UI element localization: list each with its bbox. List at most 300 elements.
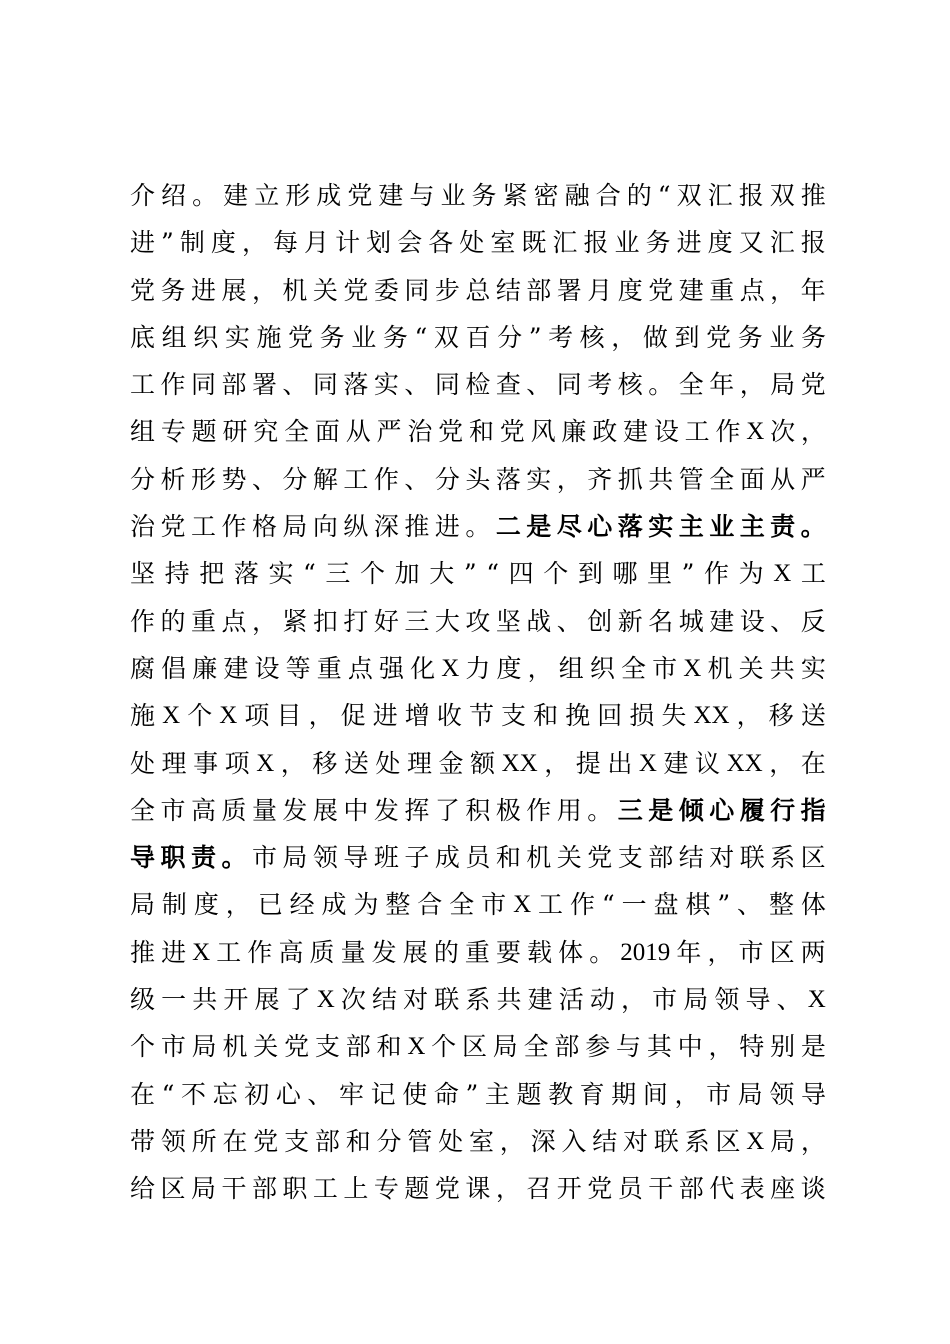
glyph: 四: [508, 559, 534, 589]
glyph: 。: [221, 843, 247, 873]
glyph: 核: [579, 322, 605, 352]
glyph: 、: [282, 370, 308, 400]
glyph: 市: [738, 937, 764, 967]
glyph: ，: [495, 1174, 521, 1204]
glyph: 分: [282, 464, 308, 494]
glyph: ，: [544, 748, 570, 778]
glyph: 紧: [282, 606, 308, 636]
glyph: 点: [739, 275, 765, 305]
glyph: 局: [130, 890, 156, 920]
glyph: 分: [497, 322, 523, 352]
glyph: 活: [558, 985, 584, 1015]
glyph: 关: [738, 653, 764, 683]
glyph: 工: [216, 937, 242, 967]
glyph: 关: [312, 275, 338, 305]
glyph: 务: [382, 322, 408, 352]
glyph: 、: [776, 985, 802, 1015]
glyph: 展: [254, 985, 280, 1015]
glyph: 度: [496, 653, 522, 683]
glyph: 部: [251, 1174, 277, 1204]
glyph: 区: [461, 1032, 487, 1062]
glyph: 在: [130, 1079, 156, 1109]
glyph: 党: [288, 322, 314, 352]
glyph: 组: [558, 653, 584, 683]
glyph: 面: [739, 464, 765, 494]
text-line: [130, 740, 826, 787]
glyph: 双: [769, 181, 795, 210]
glyph: 实: [224, 322, 250, 352]
glyph: 部: [314, 1126, 340, 1156]
glyph: 次: [770, 417, 796, 447]
glyph: 关: [253, 1032, 279, 1062]
glyph: 心: [587, 512, 613, 542]
glyph: 、: [404, 464, 430, 494]
glyph: 作: [569, 890, 595, 920]
text-line: [130, 408, 826, 455]
glyph: 特: [739, 1032, 765, 1062]
glyph: 解: [312, 464, 338, 494]
glyph: 部: [221, 370, 247, 400]
glyph: 务: [160, 275, 186, 305]
glyph: 会: [397, 228, 423, 258]
glyph: 展: [402, 937, 428, 967]
glyph: 机: [282, 275, 308, 305]
glyph: 局: [770, 370, 796, 400]
glyph: 发: [373, 795, 399, 825]
glyph: 建: [223, 653, 249, 683]
glyph: 议: [695, 748, 721, 778]
glyph: 推: [800, 181, 826, 210]
glyph: 党: [160, 512, 186, 542]
glyph: 在: [800, 748, 826, 778]
glyph: ”: [465, 1079, 479, 1109]
glyph: 理: [161, 748, 187, 778]
glyph: 共: [192, 985, 218, 1015]
glyph: 量: [251, 795, 277, 825]
glyph: 结: [372, 985, 398, 1015]
glyph: 导: [130, 843, 156, 873]
glyph: 实: [268, 559, 294, 589]
glyph: ，: [611, 322, 637, 352]
glyph: 务: [800, 322, 826, 352]
text-line: [130, 881, 826, 928]
glyph: 已: [257, 890, 283, 920]
glyph: 设: [739, 606, 765, 636]
glyph: 作: [247, 937, 273, 967]
glyph: 主: [484, 1079, 510, 1109]
glyph: 中: [343, 795, 369, 825]
glyph: X: [441, 654, 460, 682]
glyph: 区: [769, 937, 795, 967]
glyph: 同: [556, 370, 582, 400]
glyph: ”: [161, 228, 174, 258]
glyph: 实: [526, 464, 552, 494]
glyph: 全: [284, 417, 310, 447]
glyph: 专: [373, 1174, 399, 1204]
glyph: 动: [589, 985, 615, 1015]
glyph: 立: [254, 181, 280, 210]
glyph: 党: [800, 370, 826, 400]
glyph: 区: [715, 1126, 741, 1156]
glyph: 失: [661, 701, 687, 731]
glyph: 局: [282, 512, 308, 542]
glyph: XX: [693, 702, 730, 730]
glyph: 政: [592, 417, 618, 447]
glyph: 研: [222, 417, 248, 447]
glyph: 介: [130, 181, 156, 210]
glyph: 代: [709, 1174, 735, 1204]
glyph: 廉: [192, 653, 218, 683]
glyph: 建: [709, 606, 735, 636]
glyph: 市: [652, 653, 678, 683]
glyph: 挽: [565, 701, 591, 731]
glyph: 职: [282, 1174, 308, 1204]
glyph: 所: [191, 1126, 217, 1156]
glyph: 报: [800, 228, 826, 258]
glyph: 对: [623, 1126, 649, 1156]
glyph: 务: [471, 181, 497, 210]
glyph: 党: [343, 275, 369, 305]
glyph: 和: [345, 1126, 371, 1156]
glyph: XX: [726, 749, 763, 777]
glyph: “: [601, 890, 615, 920]
glyph: 局: [190, 1174, 216, 1204]
text-line: [130, 645, 826, 692]
glyph: 党: [130, 275, 156, 305]
glyph: 汇: [707, 181, 733, 210]
glyph: 项: [244, 701, 270, 731]
glyph: 建: [623, 417, 649, 447]
glyph: 大: [429, 559, 455, 589]
text-line: [130, 172, 826, 219]
glyph: 机: [707, 653, 733, 683]
glyph: 织: [589, 653, 615, 683]
glyph: 务: [645, 228, 671, 258]
glyph: 党: [648, 275, 674, 305]
glyph: 系: [465, 985, 491, 1015]
glyph: 共: [648, 464, 674, 494]
glyph: 联: [653, 1126, 679, 1156]
glyph: 报: [738, 181, 764, 210]
glyph: 工: [343, 464, 369, 494]
glyph: 扣: [312, 606, 338, 636]
glyph: 系: [770, 843, 796, 873]
glyph: 二: [495, 512, 521, 542]
glyph: 为: [353, 890, 379, 920]
glyph: 是: [526, 512, 552, 542]
glyph: 向: [312, 512, 338, 542]
glyph: 同: [190, 370, 216, 400]
glyph: 同: [434, 370, 460, 400]
glyph: 工: [190, 512, 216, 542]
glyph: X: [683, 654, 702, 682]
glyph: 育: [579, 1079, 605, 1109]
glyph: 加: [394, 559, 420, 589]
glyph: 区: [800, 843, 826, 873]
glyph: 进: [190, 275, 216, 305]
glyph: 落: [495, 464, 521, 494]
glyph: 治: [407, 417, 433, 447]
glyph: 质: [309, 937, 335, 967]
glyph: 重: [190, 606, 216, 636]
glyph: 党: [587, 843, 613, 873]
glyph: 汇: [552, 228, 578, 258]
glyph: 不: [180, 1079, 206, 1109]
glyph: 、: [770, 606, 796, 636]
text-line: [130, 1118, 826, 1165]
glyph: 工: [538, 890, 564, 920]
glyph: 支: [284, 1126, 310, 1156]
glyph: 年: [709, 370, 735, 400]
glyph: 同: [312, 370, 338, 400]
glyph: 局: [683, 985, 709, 1015]
glyph: 双: [433, 322, 459, 352]
glyph: 廉: [561, 417, 587, 447]
glyph: ，: [499, 1126, 525, 1156]
glyph: 工: [130, 370, 156, 400]
glyph: 腐: [130, 653, 156, 683]
glyph: 形: [285, 181, 311, 210]
glyph: 积: [465, 795, 491, 825]
glyph: 提: [575, 748, 601, 778]
glyph: 业: [709, 512, 735, 542]
glyph: 进: [434, 512, 460, 542]
glyph: 建: [527, 985, 553, 1015]
glyph: “: [657, 181, 671, 210]
glyph: 和: [495, 843, 521, 873]
glyph: 室: [490, 228, 516, 258]
glyph: 部: [345, 1032, 371, 1062]
glyph: 落: [233, 559, 259, 589]
glyph: 指: [800, 795, 826, 825]
glyph: 紧: [502, 181, 528, 210]
glyph: 重: [464, 937, 490, 967]
glyph: 党: [706, 322, 732, 352]
body-paragraph: [130, 172, 826, 1213]
glyph: 局: [770, 1126, 796, 1156]
glyph: 心: [275, 1079, 301, 1109]
glyph: 建: [223, 181, 249, 210]
glyph: 、: [737, 890, 763, 920]
glyph: 推: [130, 937, 156, 967]
glyph: 力: [465, 653, 491, 683]
glyph: ，: [225, 890, 251, 920]
text-line: [130, 503, 826, 550]
glyph: 与: [409, 181, 435, 210]
glyph: 全: [678, 370, 704, 400]
glyph: 对: [403, 985, 429, 1015]
glyph: 员: [465, 843, 491, 873]
glyph: 业: [440, 181, 466, 210]
text-line: [130, 314, 826, 361]
glyph: ”: [681, 559, 695, 589]
glyph: 重: [709, 275, 735, 305]
glyph: 处: [459, 228, 485, 258]
text-line: [130, 361, 826, 408]
glyph: ，: [769, 748, 795, 778]
glyph: 势: [221, 464, 247, 494]
glyph: 建: [378, 181, 404, 210]
glyph: 大: [434, 606, 460, 636]
glyph: 履: [739, 795, 765, 825]
glyph: 要: [495, 937, 521, 967]
glyph: 区: [160, 1174, 186, 1204]
glyph: 坚: [130, 559, 156, 589]
glyph: 座: [770, 1174, 796, 1204]
glyph: 上: [343, 1174, 369, 1204]
glyph: XX: [501, 749, 538, 777]
glyph: 处: [130, 748, 156, 778]
glyph: 工: [312, 1174, 338, 1204]
glyph: 到: [577, 559, 603, 589]
glyph: ，: [308, 701, 334, 731]
glyph: 实: [373, 370, 399, 400]
glyph: 主: [739, 512, 765, 542]
glyph: 间: [642, 1079, 668, 1109]
glyph: 检: [465, 370, 491, 400]
glyph: 中: [677, 1032, 703, 1062]
glyph: 局: [737, 1079, 763, 1109]
glyph: 期: [611, 1079, 637, 1109]
glyph: 作: [526, 795, 552, 825]
glyph: 节: [468, 701, 494, 731]
glyph: 题: [516, 1079, 542, 1109]
glyph: ，: [708, 1032, 734, 1062]
glyph: 部: [554, 1032, 580, 1062]
glyph: 课: [465, 1174, 491, 1204]
glyph: 业: [769, 322, 795, 352]
glyph: 业: [351, 322, 377, 352]
glyph: 题: [404, 1174, 430, 1204]
glyph: 深: [373, 512, 399, 542]
glyph: 倡: [161, 653, 187, 683]
glyph: 支: [501, 701, 527, 731]
glyph: 设: [254, 653, 280, 683]
glyph: 。: [800, 512, 826, 542]
text-line: [130, 219, 826, 266]
glyph: 年: [676, 937, 702, 967]
glyph: 结: [592, 1126, 618, 1156]
glyph: X: [746, 1127, 765, 1155]
glyph: 底: [130, 322, 156, 352]
glyph: 额: [470, 748, 496, 778]
glyph: 在: [222, 1126, 248, 1156]
glyph: 干: [648, 1174, 674, 1204]
glyph: 发: [282, 795, 308, 825]
glyph: 损: [629, 701, 655, 731]
glyph: “: [486, 559, 500, 589]
glyph: 严: [376, 417, 402, 447]
glyph: 局: [492, 1032, 518, 1062]
glyph: 组: [161, 322, 187, 352]
glyph: 三: [325, 559, 351, 589]
glyph: 化: [410, 653, 436, 683]
glyph: 施: [130, 701, 156, 731]
glyph: 严: [800, 464, 826, 494]
glyph: 机: [222, 1032, 248, 1062]
glyph: 作: [130, 606, 156, 636]
glyph: 进: [372, 701, 398, 731]
glyph: 成: [316, 181, 342, 210]
glyph: 了: [434, 795, 460, 825]
glyph: 署: [556, 275, 582, 305]
text-line: [130, 692, 826, 739]
glyph: 全: [523, 1032, 549, 1062]
glyph: 出: [607, 748, 633, 778]
glyph: 成: [434, 843, 460, 873]
glyph: 命: [433, 1079, 459, 1109]
glyph: 管: [407, 1126, 433, 1156]
glyph: 分: [130, 464, 156, 494]
glyph: 系: [684, 1126, 710, 1156]
glyph: 市: [160, 1032, 186, 1062]
glyph: 联: [739, 843, 765, 873]
glyph: 金: [438, 748, 464, 778]
glyph: 齐: [587, 464, 613, 494]
glyph: 导: [745, 985, 771, 1015]
glyph: 党: [253, 1126, 279, 1156]
glyph: 度: [193, 890, 219, 920]
glyph: 参: [585, 1032, 611, 1062]
glyph: 关: [556, 843, 582, 873]
glyph: 坚: [495, 606, 521, 636]
glyph: 。: [465, 512, 491, 542]
glyph: “: [303, 559, 316, 589]
glyph: 项: [224, 748, 250, 778]
glyph: 制: [161, 890, 187, 920]
glyph: 汇: [769, 228, 795, 258]
glyph: ”: [717, 890, 731, 920]
glyph: 绍: [161, 181, 187, 210]
glyph: 责: [770, 512, 796, 542]
glyph: X: [192, 938, 211, 966]
text-line: [130, 1023, 826, 1070]
glyph: 管: [678, 464, 704, 494]
glyph: 作: [373, 464, 399, 494]
glyph: 对: [709, 843, 735, 873]
glyph: ”: [528, 322, 542, 352]
glyph: 工: [800, 559, 826, 589]
text-line: [130, 787, 826, 834]
glyph: X: [638, 749, 657, 777]
glyph: 表: [739, 1174, 765, 1204]
glyph: “: [414, 322, 428, 352]
text-line: [130, 550, 826, 597]
glyph: 个: [543, 559, 569, 589]
glyph: X: [219, 702, 238, 730]
glyph: 尽: [556, 512, 582, 542]
text-line: [130, 929, 826, 976]
glyph: 究: [253, 417, 279, 447]
glyph: 推: [404, 512, 430, 542]
glyph: 纵: [343, 512, 369, 542]
glyph: ，: [707, 937, 733, 967]
glyph: 和: [376, 1032, 402, 1062]
glyph: 署: [251, 370, 277, 400]
glyph: 行: [770, 795, 796, 825]
glyph: 整: [768, 890, 794, 920]
glyph: 制: [179, 228, 205, 258]
glyph: 心: [709, 795, 735, 825]
glyph: 治: [130, 512, 156, 542]
glyph: 部: [648, 843, 674, 873]
text-line: [130, 267, 826, 314]
glyph: 展: [221, 275, 247, 305]
glyph: 部: [678, 1174, 704, 1204]
glyph: ，: [770, 275, 796, 305]
glyph: 到: [674, 322, 700, 352]
glyph: 了: [285, 985, 311, 1015]
